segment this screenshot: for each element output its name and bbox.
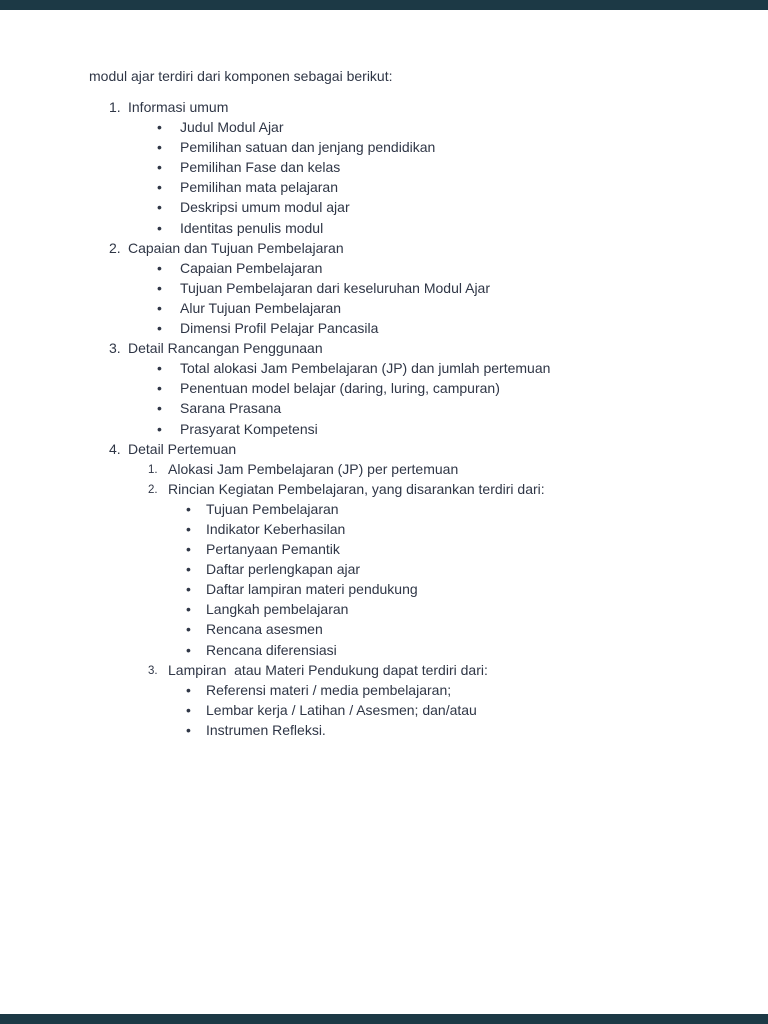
bullet-icon: • xyxy=(157,279,162,296)
viewer-top-bar xyxy=(0,0,768,10)
bullet-icon: • xyxy=(186,500,191,517)
bullet-icon: • xyxy=(157,219,162,236)
bullet-icon: • xyxy=(157,360,162,377)
item-text: Daftar perlengkapan ajar xyxy=(206,561,361,578)
item-text: Alokasi Jam Pembelajaran (JP) per pertemuan xyxy=(168,460,459,477)
intro-text: modul ajar terdiri dari komponen sebagai berikut: xyxy=(89,68,393,84)
number-label: 3. xyxy=(109,340,121,357)
list-item xyxy=(0,700,768,720)
bullet-icon: • xyxy=(186,561,191,578)
item-text: Pemilihan Fase dan kelas xyxy=(180,159,341,176)
item-text: Referensi materi / media pembelajaran; xyxy=(206,681,452,698)
item-text: Langkah pembelajaran xyxy=(206,601,349,618)
item-text: Prasyarat Kompetensi xyxy=(180,420,318,437)
item-text: Informasi umum xyxy=(128,99,229,115)
item-text: Dimensi Profil Pelajar Pancasila xyxy=(180,320,379,337)
bullet-icon: • xyxy=(186,681,191,698)
item-text: Rincian Kegiatan Pembelajaran, yang disarankan terdiri dari: xyxy=(168,480,545,497)
list-item xyxy=(0,499,768,519)
list-item xyxy=(0,398,768,418)
item-text: Detail Rancangan Penggunaan xyxy=(128,340,323,357)
item-text: Tujuan Pembelajaran dari keseluruhan Modul Ajar xyxy=(180,279,490,296)
list-item xyxy=(0,218,768,238)
item-text: Total alokasi Jam Pembelajaran (JP) dan jumlah pertemuan xyxy=(180,360,551,377)
bullet-icon: • xyxy=(186,581,191,598)
item-text: Identitas penulis modul xyxy=(180,219,324,236)
sub-numbered-item xyxy=(0,479,768,499)
section-item xyxy=(0,338,768,358)
list-item xyxy=(0,358,768,378)
bullet-icon: • xyxy=(157,299,162,316)
bullet-icon: • xyxy=(186,721,191,738)
list-item xyxy=(0,117,768,137)
sub-numbered-item xyxy=(0,660,768,680)
list-item xyxy=(0,137,768,157)
list-item xyxy=(0,640,768,660)
list-item xyxy=(0,278,768,298)
item-text: Rencana asesmen xyxy=(206,621,323,638)
section-item xyxy=(0,97,768,117)
item-text: Pemilihan satuan dan jenjang pendidikan xyxy=(180,139,436,156)
list-item xyxy=(0,539,768,559)
item-text: Penentuan model belajar (daring, luring, campuran) xyxy=(180,380,500,397)
bullet-icon: • xyxy=(157,259,162,276)
list-item xyxy=(0,378,768,398)
list-item xyxy=(0,680,768,700)
bullet-icon: • xyxy=(157,139,162,156)
bullet-icon: • xyxy=(186,701,191,718)
list-item xyxy=(0,318,768,338)
viewer-bottom-bar xyxy=(0,1014,768,1024)
bullet-icon: • xyxy=(186,541,191,558)
number-label: 4. xyxy=(109,440,121,457)
bullet-icon: • xyxy=(186,641,191,658)
bullet-icon: • xyxy=(186,520,191,537)
item-text: Detail Pertemuan xyxy=(128,440,237,457)
bullet-icon: • xyxy=(157,179,162,196)
list-item xyxy=(0,599,768,619)
item-text: Capaian Pembelajaran xyxy=(180,259,323,276)
list-item xyxy=(0,157,768,177)
item-text: Rencana diferensiasi xyxy=(206,641,337,658)
item-text: Alur Tujuan Pembelajaran xyxy=(180,299,342,316)
list-item xyxy=(0,519,768,539)
item-text: Deskripsi umum modul ajar xyxy=(180,199,350,216)
module-components-list xyxy=(0,97,768,740)
item-text: Capaian dan Tujuan Pembelajaran xyxy=(128,239,344,256)
list-item xyxy=(0,619,768,639)
list-item xyxy=(0,579,768,599)
number-label: 1. xyxy=(109,99,121,115)
bullet-icon: • xyxy=(157,159,162,176)
item-text: Indikator Keberhasilan xyxy=(206,520,346,537)
bullet-icon: • xyxy=(157,420,162,437)
list-item xyxy=(0,298,768,318)
bullet-icon: • xyxy=(157,380,162,397)
number-label: 1. xyxy=(148,463,158,476)
bullet-icon: • xyxy=(157,199,162,216)
item-text: Daftar lampiran materi pendukung xyxy=(206,581,418,598)
item-text: Instrumen Refleksi. xyxy=(206,721,326,738)
number-label: 2. xyxy=(148,483,158,496)
list-item xyxy=(0,177,768,197)
item-text: Pemilihan mata pelajaran xyxy=(180,179,338,196)
section-item xyxy=(0,238,768,258)
number-label: 2. xyxy=(109,239,121,256)
section-item xyxy=(0,439,768,459)
item-text: Sarana Prasana xyxy=(180,400,282,417)
item-text: Pertanyaan Pemantik xyxy=(206,541,340,558)
bullet-icon: • xyxy=(157,400,162,417)
item-text: Tujuan Pembelajaran xyxy=(206,500,339,517)
list-item xyxy=(0,720,768,740)
bullet-icon: • xyxy=(157,320,162,337)
bullet-icon: • xyxy=(186,601,191,618)
item-text: Lembar kerja / Latihan / Asesmen; dan/atau xyxy=(206,701,477,718)
item-text: Judul Modul Ajar xyxy=(180,119,284,136)
item-text: Lampiran atau Materi Pendukung dapat terdiri dari: xyxy=(168,661,488,678)
number-label: 3. xyxy=(148,664,158,677)
list-item xyxy=(0,559,768,579)
list-item xyxy=(0,258,768,278)
list-item xyxy=(0,197,768,217)
bullet-icon: • xyxy=(186,621,191,638)
sub-numbered-item xyxy=(0,459,768,479)
bullet-icon: • xyxy=(157,119,162,136)
list-item xyxy=(0,419,768,439)
